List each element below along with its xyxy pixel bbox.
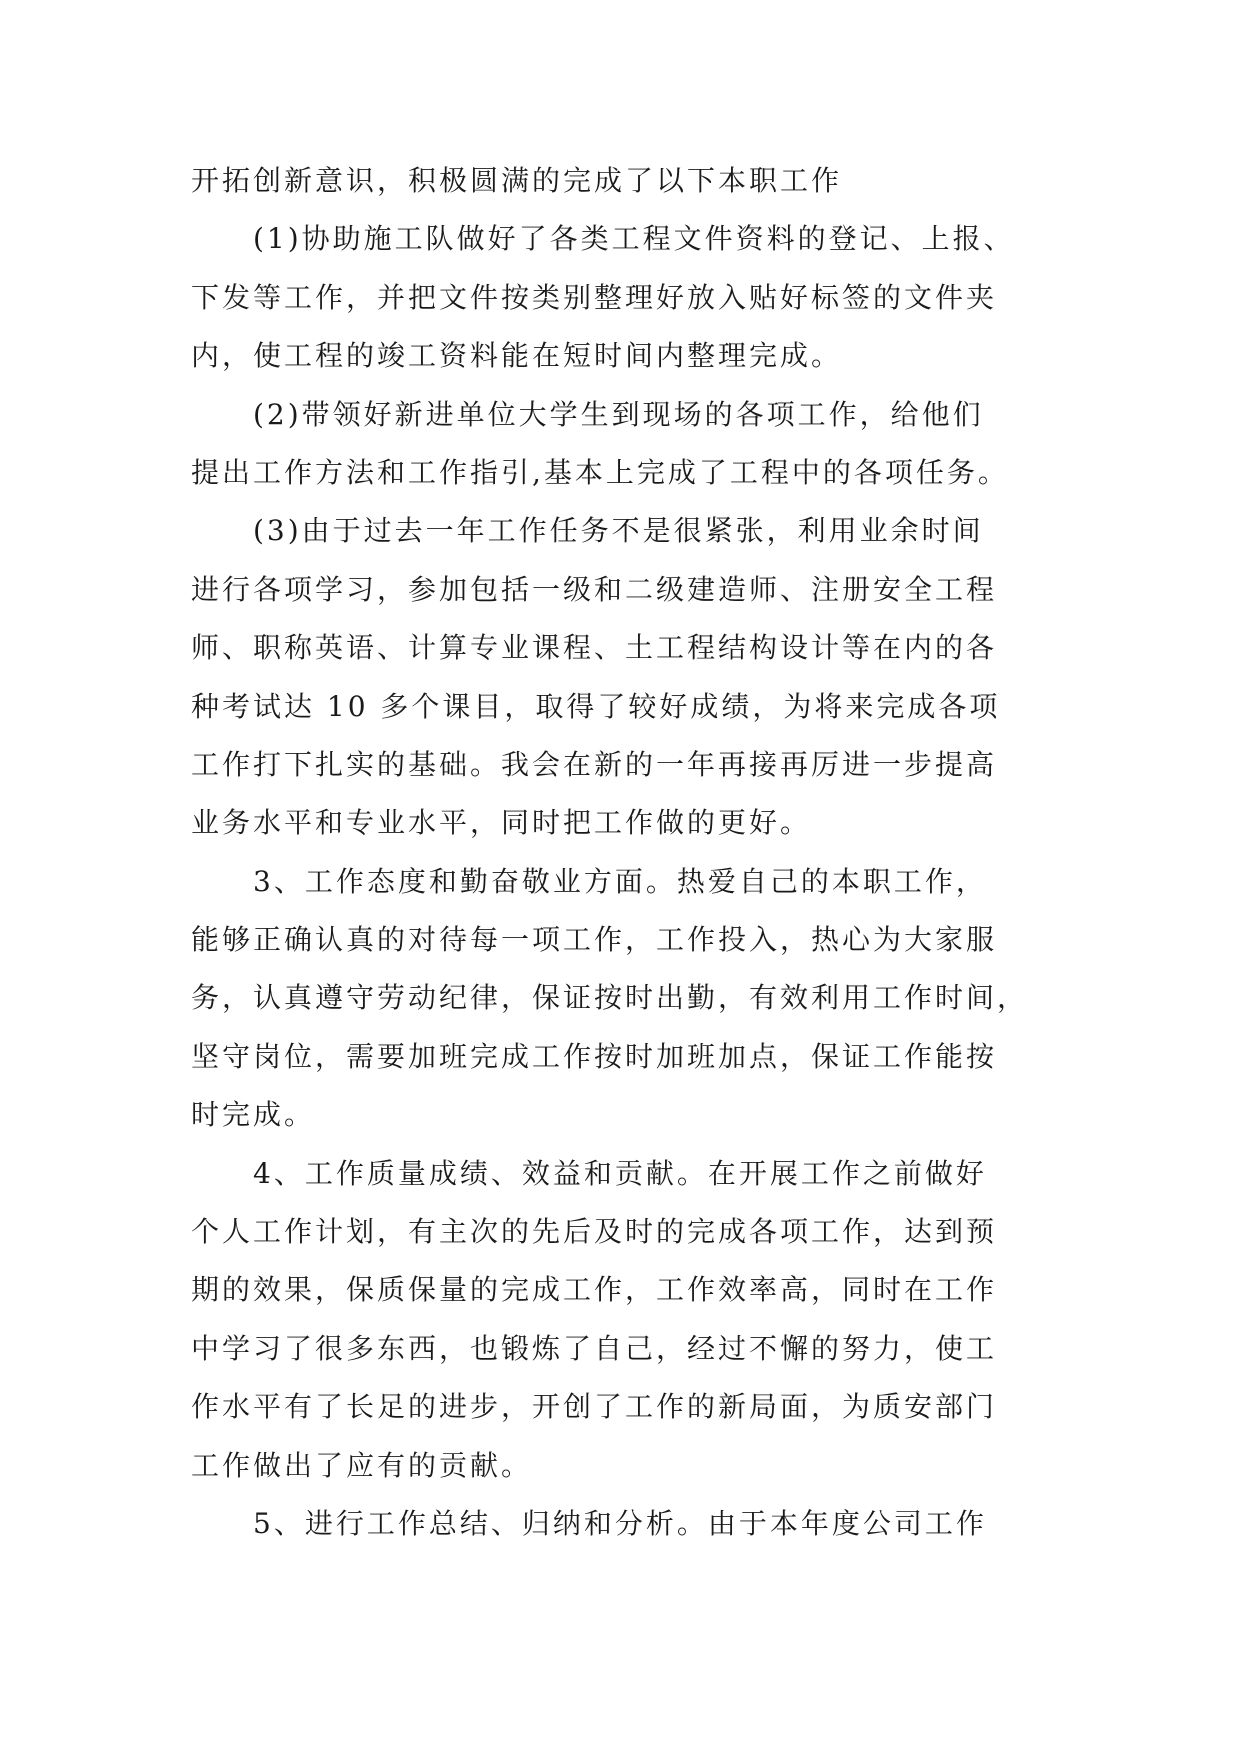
document-body	[191, 152, 1071, 1553]
paragraph-line: 时完成。	[191, 1098, 316, 1132]
paragraph-first-line: 3、工作态度和勤奋敬业方面。热爱自己的本职工作，	[253, 864, 987, 898]
paragraph-line: 作水平有了长足的进步，开创了工作的新局面，为质安部门	[191, 1390, 998, 1424]
paragraph-first-line: 5、进行工作总结、归纳和分析。由于本年度公司工作	[253, 1506, 987, 1540]
paragraph-first-line: 4、工作质量成绩、效益和贡献。在开展工作之前做好	[253, 1156, 987, 1190]
paragraph-line: 工作做出了应有的贡献。	[191, 1448, 533, 1482]
paragraph-line: 进行各项学习，参加包括一级和二级建造师、注册安全工程	[191, 572, 998, 606]
paragraph-line: 坚守岗位，需要加班完成工作按时加班加点，保证工作能按	[191, 1039, 998, 1073]
paragraph-line: 提出工作方法和工作指引,基本上完成了工程中的各项任务。	[191, 455, 1009, 489]
paragraph-line: 工作打下扎实的基础。我会在新的一年再接再厉进一步提高	[191, 747, 998, 781]
paragraph-line: 业务水平和专业水平，同时把工作做的更好。	[191, 806, 812, 840]
paragraph-line: 期的效果，保质保量的完成工作，工作效率高，同时在工作	[191, 1273, 998, 1307]
paragraph-line: 务，认真遵守劳动纪律，保证按时出勤，有效利用工作时间，	[191, 981, 1029, 1015]
paragraph-line: 个人工作计划，有主次的先后及时的完成各项工作，达到预	[191, 1215, 998, 1249]
paragraph-line: 中学习了很多东西，也锻炼了自己，经过不懈的努力，使工	[191, 1331, 998, 1365]
paragraph-line: 开拓创新意识，积极圆满的完成了以下本职工作	[191, 164, 843, 197]
paragraph-line: 师、职称英语、计算专业课程、土工程结构设计等在内的各	[191, 631, 998, 665]
paragraph-line: 下发等工作，并把文件按类别整理好放入贴好标签的文件夹	[191, 280, 998, 314]
paragraph-line: 种考试达 10 多个课目，取得了较好成绩，为将来完成各项	[191, 689, 1001, 723]
paragraph-first-line: (1)协助施工队做好了各类工程文件资料的登记、上报、	[253, 222, 1015, 256]
paragraph-first-line: (3)由于过去一年工作任务不是很紧张，利用业余时间	[253, 514, 984, 548]
paragraph-line: 内，使工程的竣工资料能在短时间内整理完成。	[191, 339, 843, 373]
paragraph-line: 能够正确认真的对待每一项工作，工作投入，热心为大家服	[191, 923, 998, 957]
paragraph-first-line: (2)带领好新进单位大学生到现场的各项工作，给他们	[253, 397, 984, 431]
